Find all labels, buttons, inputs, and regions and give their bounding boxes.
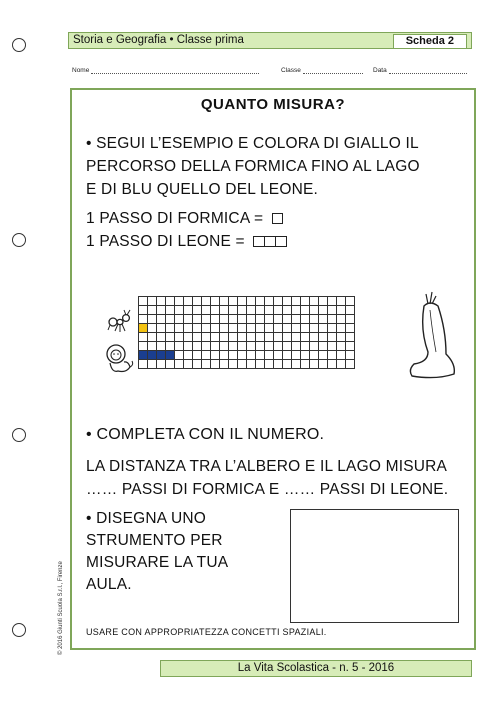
grid-cell[interactable] <box>202 360 211 369</box>
grid-cell[interactable] <box>337 342 346 351</box>
grid-cell[interactable] <box>247 333 256 342</box>
grid-cell[interactable] <box>346 297 355 306</box>
grid-cell[interactable] <box>202 315 211 324</box>
grid-row <box>139 315 355 324</box>
grid-cell[interactable] <box>283 324 292 333</box>
grid-cell[interactable] <box>256 315 265 324</box>
grid-cell[interactable] <box>211 315 220 324</box>
grid-cell[interactable] <box>211 360 220 369</box>
grid-cell[interactable] <box>211 342 220 351</box>
grid-cell[interactable] <box>166 324 175 333</box>
grid-cell[interactable] <box>229 360 238 369</box>
grid-cell[interactable] <box>184 351 193 360</box>
grid-cell[interactable] <box>139 297 148 306</box>
grid-cell[interactable] <box>337 360 346 369</box>
grid-cell[interactable] <box>328 324 337 333</box>
grid-cell[interactable] <box>202 333 211 342</box>
subject-label: Storia e Geografia • Classe prima <box>73 34 244 46</box>
grid-cell[interactable] <box>301 342 310 351</box>
grid-cell[interactable] <box>184 315 193 324</box>
grid-cell[interactable] <box>274 315 283 324</box>
grid-row <box>139 324 355 333</box>
grid-cell[interactable] <box>256 360 265 369</box>
grid-cell[interactable] <box>166 351 175 360</box>
grid-cell[interactable] <box>247 306 256 315</box>
grid-cell[interactable] <box>310 324 319 333</box>
drawing-box[interactable] <box>290 509 459 623</box>
grid-cell[interactable] <box>175 351 184 360</box>
grid-cell[interactable] <box>346 333 355 342</box>
ant-icon <box>104 307 134 337</box>
grid-cell[interactable] <box>283 360 292 369</box>
grid-cell[interactable] <box>238 315 247 324</box>
binder-hole-1 <box>12 38 26 52</box>
grid-cell[interactable] <box>157 333 166 342</box>
grid-cell[interactable] <box>274 342 283 351</box>
grid-cell[interactable] <box>283 297 292 306</box>
grid-cell[interactable] <box>301 360 310 369</box>
lion-step-square <box>275 236 287 247</box>
grid-cell[interactable] <box>337 306 346 315</box>
grid-cell[interactable] <box>256 333 265 342</box>
grid-cell[interactable] <box>283 333 292 342</box>
grid-cell[interactable] <box>229 306 238 315</box>
grid-cell[interactable] <box>292 306 301 315</box>
grid-cell[interactable] <box>274 360 283 369</box>
grid-cell[interactable] <box>238 342 247 351</box>
legend-lion <box>86 230 287 253</box>
legend-ant-text: 1 PASSO DI FORMICA = <box>86 210 264 227</box>
grid-cell[interactable] <box>211 324 220 333</box>
grid-cell[interactable] <box>166 315 175 324</box>
grid-cell[interactable] <box>346 306 355 315</box>
grid-row <box>139 333 355 342</box>
grid-cell[interactable] <box>274 306 283 315</box>
instruction-3-line-2: STRUMENTO PER <box>86 532 223 549</box>
learning-goal-note: USARE CON APPROPRIATEZZA CONCETTI SPAZIALI. <box>86 627 327 637</box>
grid-cell[interactable] <box>337 333 346 342</box>
grid-cell[interactable] <box>157 306 166 315</box>
grid-cell[interactable] <box>202 306 211 315</box>
grid-cell[interactable] <box>139 306 148 315</box>
grid-cell[interactable] <box>328 351 337 360</box>
grid-cell[interactable] <box>211 297 220 306</box>
date-field[interactable] <box>373 67 467 74</box>
grid-cell[interactable] <box>319 333 328 342</box>
grid-cell[interactable] <box>184 360 193 369</box>
grid-cell[interactable] <box>301 324 310 333</box>
grid-cell[interactable] <box>238 297 247 306</box>
grid-cell[interactable] <box>175 315 184 324</box>
grid-cell[interactable] <box>139 333 148 342</box>
grid-cell[interactable] <box>301 297 310 306</box>
grid-cell[interactable] <box>247 351 256 360</box>
grid-cell[interactable] <box>157 342 166 351</box>
binder-hole-2 <box>12 233 26 247</box>
grid-cell[interactable] <box>292 360 301 369</box>
grid-cell[interactable] <box>220 324 229 333</box>
grid-cell[interactable] <box>319 351 328 360</box>
grid-cell[interactable] <box>265 342 274 351</box>
grid-cell[interactable] <box>346 342 355 351</box>
grid-cell[interactable] <box>184 342 193 351</box>
grid-cell[interactable] <box>265 360 274 369</box>
grid-row <box>139 360 355 369</box>
grid-cell[interactable] <box>265 306 274 315</box>
grid-cell[interactable] <box>229 315 238 324</box>
grid-cell[interactable] <box>265 324 274 333</box>
grid-cell[interactable] <box>265 315 274 324</box>
steps-grid <box>138 296 355 369</box>
grid-cell[interactable] <box>166 297 175 306</box>
grid-cell[interactable] <box>283 351 292 360</box>
grid-cell[interactable] <box>346 315 355 324</box>
class-field[interactable] <box>281 67 363 74</box>
grid-cell[interactable] <box>265 297 274 306</box>
grid-cell[interactable] <box>274 351 283 360</box>
grid-cell[interactable] <box>310 342 319 351</box>
grid-cell[interactable] <box>166 360 175 369</box>
grid-cell[interactable] <box>292 315 301 324</box>
grid-cell[interactable] <box>283 342 292 351</box>
grid-cell[interactable] <box>256 324 265 333</box>
grid-cell[interactable] <box>247 315 256 324</box>
grid-cell[interactable] <box>265 333 274 342</box>
class-label: Classe <box>281 67 301 74</box>
grid-cell[interactable] <box>193 324 202 333</box>
grid-cell[interactable] <box>247 360 256 369</box>
grid-cell[interactable] <box>193 360 202 369</box>
grid-cell[interactable] <box>265 351 274 360</box>
grid-cell[interactable] <box>337 351 346 360</box>
grid-cell[interactable] <box>301 315 310 324</box>
grid-cell[interactable] <box>274 297 283 306</box>
grid-cell[interactable] <box>256 306 265 315</box>
grid-cell[interactable] <box>157 315 166 324</box>
grid-cell[interactable] <box>238 360 247 369</box>
grid-cell[interactable] <box>202 351 211 360</box>
grid-cell[interactable] <box>157 351 166 360</box>
grid-cell[interactable] <box>247 324 256 333</box>
grid-cell[interactable] <box>319 360 328 369</box>
grid-cell[interactable] <box>193 351 202 360</box>
grid-cell[interactable] <box>283 315 292 324</box>
grid-cell[interactable] <box>211 306 220 315</box>
grid-cell[interactable] <box>310 306 319 315</box>
grid-cell[interactable] <box>175 333 184 342</box>
grid-cell[interactable] <box>220 297 229 306</box>
grid-cell[interactable] <box>148 333 157 342</box>
grid-cell[interactable] <box>166 306 175 315</box>
grid-cell[interactable] <box>292 342 301 351</box>
grid-cell[interactable] <box>148 351 157 360</box>
instruction-3-line-3: MISURARE LA TUA <box>86 554 229 571</box>
grid-cell[interactable] <box>310 333 319 342</box>
grid-cell[interactable] <box>148 315 157 324</box>
name-field[interactable] <box>72 67 259 74</box>
grid-cell[interactable] <box>238 306 247 315</box>
grid-row <box>139 306 355 315</box>
grid-cell[interactable] <box>328 315 337 324</box>
grid-cell[interactable] <box>220 306 229 315</box>
grid-cell[interactable] <box>220 333 229 342</box>
grid-cell[interactable] <box>184 333 193 342</box>
grid-cell[interactable] <box>310 351 319 360</box>
grid-cell[interactable] <box>184 306 193 315</box>
grid-cell[interactable] <box>202 324 211 333</box>
grid-row <box>139 297 355 306</box>
grid-cell[interactable] <box>328 333 337 342</box>
binder-hole-4 <box>12 623 26 637</box>
grid-cell[interactable] <box>328 360 337 369</box>
grid-cell[interactable] <box>319 342 328 351</box>
grid-cell[interactable] <box>175 297 184 306</box>
instruction-line-1: • SEGUI L’ESEMPIO E COLORA DI GIALLO IL <box>86 135 419 152</box>
grid-cell[interactable] <box>202 297 211 306</box>
grid-cell[interactable] <box>193 333 202 342</box>
grid-cell[interactable] <box>292 324 301 333</box>
grid-cell[interactable] <box>328 297 337 306</box>
date-label: Data <box>373 67 387 74</box>
grid-cell[interactable] <box>148 360 157 369</box>
name-label: Nome <box>72 67 90 74</box>
grid-cell[interactable] <box>292 297 301 306</box>
grid-cell[interactable] <box>301 333 310 342</box>
grid-cell[interactable] <box>319 306 328 315</box>
grid-cell[interactable] <box>229 297 238 306</box>
grid-cell[interactable] <box>256 297 265 306</box>
grid-cell[interactable] <box>238 333 247 342</box>
grid-cell[interactable] <box>283 306 292 315</box>
ant-step-square <box>272 213 283 224</box>
grid-cell[interactable] <box>166 333 175 342</box>
distance-sentence-1: LA DISTANZA TRA L’ALBERO E IL LAGO MISURA <box>86 458 448 475</box>
grid-cell[interactable] <box>193 297 202 306</box>
grid-cell[interactable] <box>220 360 229 369</box>
footer-bar: La Vita Scolastica - n. 5 - 2016 <box>160 660 472 677</box>
grid-cell[interactable] <box>148 306 157 315</box>
lake-tree-icon <box>406 290 462 380</box>
instruction-line-3: E DI BLU QUELLO DEL LEONE. <box>86 181 319 198</box>
grid-cell[interactable] <box>184 297 193 306</box>
grid-cell[interactable] <box>310 297 319 306</box>
grid-cell[interactable] <box>337 324 346 333</box>
grid-cell[interactable] <box>211 333 220 342</box>
instruction-3-line-1: • DISEGNA UNO <box>86 510 206 527</box>
instruction-2: • COMPLETA CON IL NUMERO. <box>86 426 325 443</box>
grid-cell[interactable] <box>274 324 283 333</box>
grid-cell[interactable] <box>229 351 238 360</box>
grid-cell[interactable] <box>301 306 310 315</box>
grid-cell[interactable] <box>319 297 328 306</box>
grid-cell[interactable] <box>220 342 229 351</box>
grid-cell[interactable] <box>175 324 184 333</box>
grid-cell[interactable] <box>301 351 310 360</box>
worksheet-title: QUANTO MISURA? <box>200 96 346 113</box>
legend-ant <box>86 207 283 230</box>
grid-cell[interactable] <box>157 324 166 333</box>
grid-cell[interactable] <box>220 351 229 360</box>
grid-cell[interactable] <box>247 297 256 306</box>
grid-cell[interactable] <box>319 315 328 324</box>
grid-cell[interactable] <box>337 315 346 324</box>
instruction-3 <box>86 508 228 596</box>
grid-cell[interactable] <box>337 297 346 306</box>
grid-cell[interactable] <box>238 351 247 360</box>
header-bar <box>68 32 472 49</box>
grid-cell[interactable] <box>256 342 265 351</box>
grid-cell[interactable] <box>157 360 166 369</box>
copyright-text: © 2016 Giunti Scuola S.r.l., Firenze <box>58 561 64 655</box>
grid-cell[interactable] <box>229 324 238 333</box>
grid-cell[interactable] <box>310 315 319 324</box>
grid-cell[interactable] <box>193 306 202 315</box>
grid-cell[interactable] <box>346 360 355 369</box>
grid-cell[interactable] <box>139 360 148 369</box>
grid-cell[interactable] <box>274 333 283 342</box>
grid-cell[interactable] <box>211 351 220 360</box>
distance-sentence-2: …… PASSI DI FORMICA E …… PASSI DI LEONE. <box>86 481 449 498</box>
grid-cell[interactable] <box>139 342 148 351</box>
grid-cell[interactable] <box>193 315 202 324</box>
grid-cell[interactable] <box>184 324 193 333</box>
grid-cell[interactable] <box>328 342 337 351</box>
grid-cell[interactable] <box>220 315 229 324</box>
grid-cell[interactable] <box>292 351 301 360</box>
grid-cell[interactable] <box>319 324 328 333</box>
grid-cell[interactable] <box>256 351 265 360</box>
grid-cell[interactable] <box>346 324 355 333</box>
lion-icon <box>104 343 136 375</box>
grid-cell[interactable] <box>148 297 157 306</box>
grid-cell[interactable] <box>175 306 184 315</box>
instruction-line-2: PERCORSO DELLA FORMICA FINO AL LAGO <box>86 158 420 175</box>
grid-cell[interactable] <box>229 333 238 342</box>
grid-row <box>139 351 355 360</box>
grid-cell[interactable] <box>310 360 319 369</box>
grid-cell[interactable] <box>202 342 211 351</box>
grid-cell[interactable] <box>175 342 184 351</box>
grid-cell[interactable] <box>346 351 355 360</box>
grid-cell[interactable] <box>139 324 148 333</box>
grid-cell[interactable] <box>328 306 337 315</box>
binder-hole-3 <box>12 428 26 442</box>
grid-cell[interactable] <box>148 324 157 333</box>
grid-cell[interactable] <box>238 324 247 333</box>
sheet-label: Scheda 2 <box>393 34 467 49</box>
grid-cell[interactable] <box>229 342 238 351</box>
grid-cell[interactable] <box>157 297 166 306</box>
grid-row <box>139 342 355 351</box>
grid-cell[interactable] <box>166 342 175 351</box>
grid-cell[interactable] <box>175 360 184 369</box>
grid-cell[interactable] <box>139 315 148 324</box>
grid-cell[interactable] <box>292 333 301 342</box>
instruction-3-line-4: AULA. <box>86 576 132 593</box>
grid-cell[interactable] <box>148 342 157 351</box>
grid-cell[interactable] <box>139 351 148 360</box>
grid-cell[interactable] <box>247 342 256 351</box>
legend-lion-text: 1 PASSO DI LEONE = <box>86 233 245 250</box>
grid-cell[interactable] <box>193 342 202 351</box>
